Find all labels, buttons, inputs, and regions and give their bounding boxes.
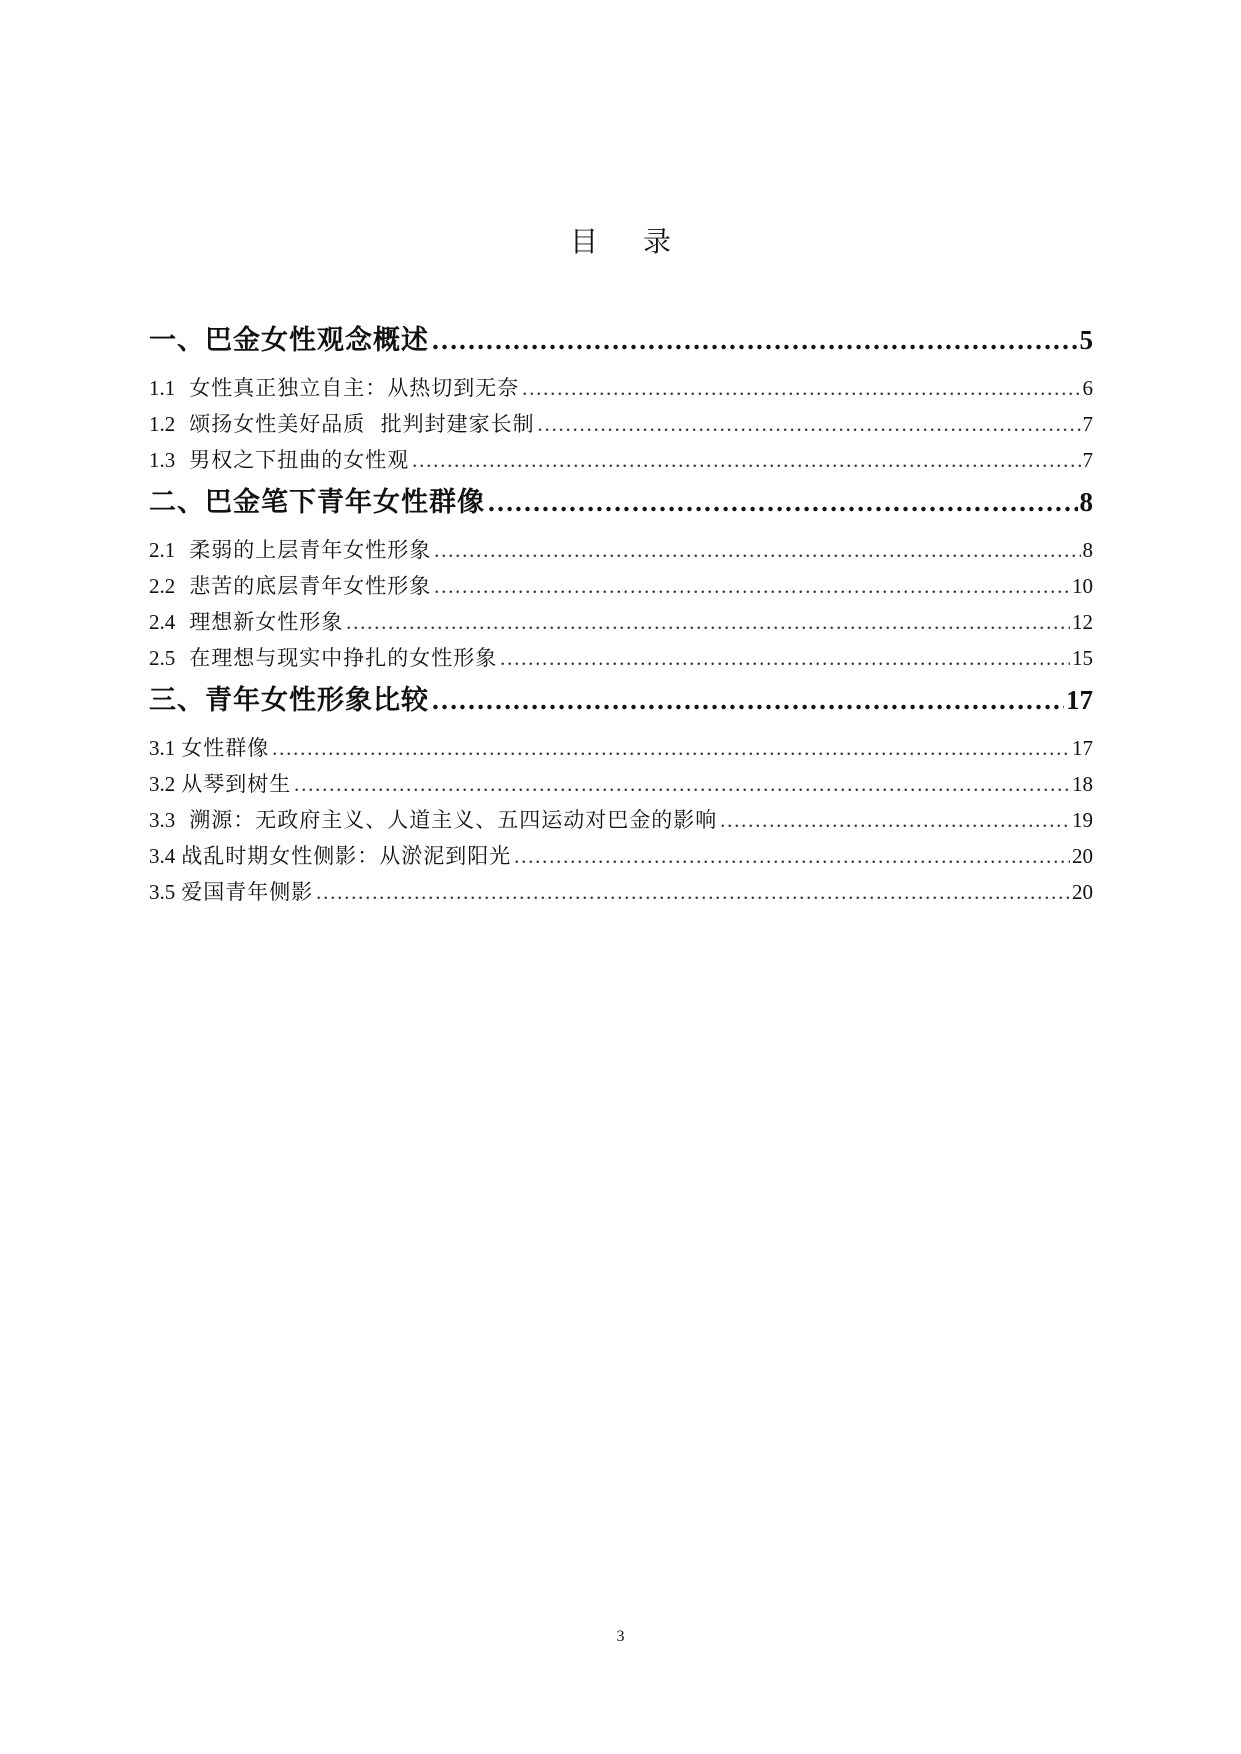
page-number: 3 [616, 1628, 625, 1645]
toc-item-number: 2.1 [149, 538, 176, 562]
toc-page-number: 18 [1072, 772, 1093, 796]
toc-page-number: 17 [1072, 736, 1093, 760]
toc-item-number: 3.4 [149, 844, 176, 868]
toc-item-number: 2.2 [149, 574, 176, 598]
toc-leader [537, 412, 1081, 437]
toc-item-text: 男权之下扭曲的女性观 [189, 448, 410, 472]
toc-leader [345, 610, 1070, 635]
toc-leader [433, 538, 1080, 563]
toc-item-number: 3.1 [149, 736, 176, 760]
toc-item-number: 1.3 [149, 448, 176, 472]
toc-item-text: 女性群像 [181, 736, 270, 760]
toc-leader [315, 880, 1070, 905]
toc-leader [433, 574, 1070, 599]
toc-page-number: 8 [1082, 538, 1093, 562]
toc-heading-text: 三、青年女性形象比较 [149, 685, 429, 716]
toc-item-2-2[interactable] [149, 570, 1093, 604]
toc-leader [271, 736, 1070, 761]
toc-item-3-1[interactable] [149, 732, 1093, 766]
toc-item-1-2[interactable] [149, 408, 1093, 442]
toc-heading-3[interactable] [149, 678, 1093, 714]
toc-item-2-4[interactable] [149, 606, 1093, 640]
toc-page-number: 20 [1072, 880, 1093, 904]
toc-heading-text: 一、巴金女性观念概述 [149, 325, 429, 356]
toc-item-2-1[interactable] [149, 534, 1093, 568]
toc-item-3-2[interactable] [149, 768, 1093, 802]
toc-item-1-1[interactable] [149, 372, 1093, 406]
toc-item-number: 3.2 [149, 772, 176, 796]
toc-page-number: 10 [1072, 574, 1093, 598]
toc-item-text: 柔弱的上层青年女性形象 [189, 538, 432, 562]
toc-item-text: 从琴到树生 [181, 772, 292, 796]
toc-page-number: 7 [1082, 448, 1093, 472]
toc-leader [487, 487, 1078, 518]
toc-item-text: 悲苦的底层青年女性形象 [189, 574, 432, 598]
toc-item-2-5[interactable] [149, 642, 1093, 676]
toc-page-number: 12 [1072, 610, 1093, 634]
toc-item-number: 1.2 [149, 412, 176, 436]
toc-item-number: 1.1 [149, 376, 176, 400]
toc-page-number: 20 [1072, 844, 1093, 868]
toc-item-number: 3.5 [149, 880, 176, 904]
toc-item-number: 2.4 [149, 610, 176, 634]
toc-item-3-5[interactable] [149, 876, 1093, 910]
toc-leader [719, 808, 1070, 833]
toc-leader [431, 325, 1078, 356]
toc-page-number: 19 [1072, 808, 1093, 832]
toc-item-text: 在理想与现实中挣扎的女性形象 [189, 646, 498, 670]
toc-item-text: 颂扬女性美好品质 批判封建家长制 [189, 412, 535, 436]
toc-page-number: 6 [1082, 376, 1093, 400]
toc-page-number: 17 [1066, 685, 1093, 715]
toc-heading-2[interactable] [149, 480, 1093, 516]
toc-item-text: 战乱时期女性侧影：从淤泥到阳光 [181, 844, 512, 868]
toc-heading-text: 二、巴金笔下青年女性群像 [149, 487, 485, 518]
toc-item-3-3[interactable] [149, 804, 1093, 838]
toc-leader [521, 376, 1080, 401]
toc-leader [431, 685, 1064, 716]
toc-leader [293, 772, 1070, 797]
toc-item-1-3[interactable] [149, 444, 1093, 478]
toc-item-number: 3.3 [149, 808, 176, 832]
toc-item-text: 理想新女性形象 [189, 610, 344, 634]
toc-item-text: 溯源：无政府主义、人道主义、五四运动对巴金的影响 [189, 808, 718, 832]
toc-leader [499, 646, 1070, 671]
table-of-contents [149, 318, 1093, 912]
toc-item-number: 2.5 [149, 646, 176, 670]
toc-leader [513, 844, 1070, 869]
toc-item-text: 女性真正独立自主：从热切到无奈 [189, 376, 520, 400]
toc-item-text: 爱国青年侧影 [181, 880, 314, 904]
toc-page-number: 8 [1079, 487, 1093, 517]
toc-item-3-4[interactable] [149, 840, 1093, 874]
toc-title: 目 录 [570, 225, 689, 258]
toc-page-number: 7 [1082, 412, 1093, 436]
toc-page-number: 15 [1072, 646, 1093, 670]
toc-leader [411, 448, 1080, 473]
toc-heading-1[interactable] [149, 318, 1093, 354]
toc-page-number: 5 [1079, 325, 1093, 355]
